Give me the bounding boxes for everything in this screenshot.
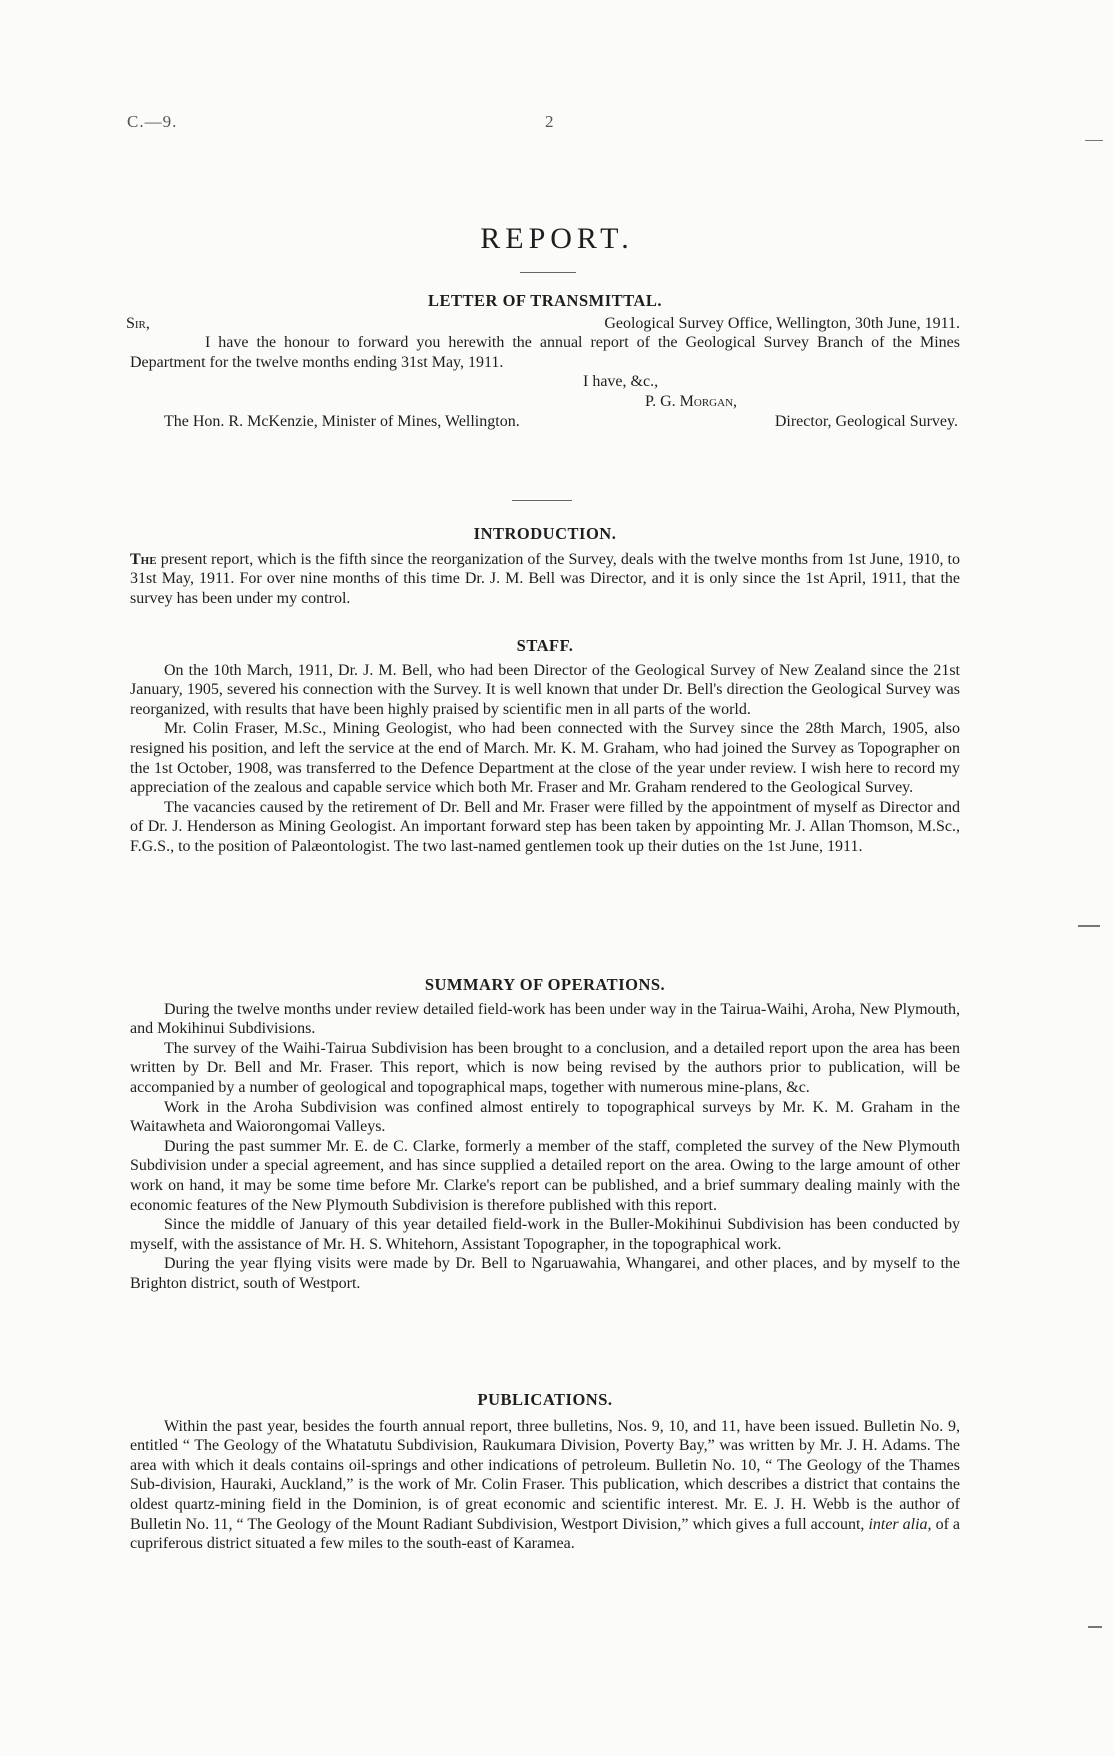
addressee-row [130, 412, 960, 432]
introduction-lead: The [130, 550, 157, 568]
signatory-title: Director, Geological Survey. [774, 412, 958, 430]
introduction-heading: INTRODUCTION. [473, 524, 617, 543]
summary-paragraph-2: The survey of the Waihi-Tairua Subdivision has been brought to a conclusion, and a detailed report upon the area has been written by Dr. Bell and Mr. Fraser. This report, which is now being revised by the authors prior to publication, will be accompanied by a number of geological and topographical maps, together with numerous mine-plans, &c. [130, 1039, 960, 1096]
report-title: REPORT. [480, 222, 634, 255]
staff-paragraph-3: The vacancies caused by the retirement of Dr. Bell and Mr. Fraser were filled by the appointment of myself as Director and of Dr. J. Henderson as Mining Geologist. An important forward step has been taken by appointing Mr. J. Allan Thomson, M.Sc., F.G.S., to the position of Palæontologist. The two last-named gentlemen took up their duties on the 1st June, 1911. [130, 798, 960, 855]
publications-text-2: of a cupriferous district situated a few miles to the south-east of Karamea. [130, 1515, 961, 1553]
margin-mark [1088, 1626, 1102, 1628]
transmittal-section [126, 291, 960, 431]
publications-section [130, 1390, 960, 1554]
summary-paragraph-1: During the twelve months under review detailed field-work has been under way in the Tairua-Waihi, Aroha, New Plymouth, and Mokihinui Subdivisions. [130, 1000, 960, 1038]
summary-paragraph-5: Since the middle of January of this year detailed field-work in the Buller-Mokihinui Subdivision has been conducted by myself, with the assistance of Mr. H. S. Whitehorn, Assistant Topographer, in the topographical work. [130, 1216, 960, 1253]
summary-paragraph-3: Work in the Aroha Subdivision was confined almost entirely to topographical surveys by Mr. K. M. Graham in the Waitawheta and Waiorongomai Valleys. [130, 1098, 960, 1136]
title-rule [520, 272, 576, 273]
staff-paragraph-1: On the 10th March, 1911, Dr. J. M. Bell, who had been Director of the Geological Survey of New Zealand since the 21st January, 1905, severed his connection with the Survey. It is well known that under Dr. Bell's direction the Geological Survey was reorganized, with results that have been highly praised by scientific men in all parts of the world. [130, 661, 960, 718]
office-line: Geological Survey Office, Wellington, 30th June, 1911. [604, 314, 960, 332]
publications-italic: inter alia, [868, 1515, 932, 1533]
section-rule [512, 500, 572, 501]
staff-paragraph-2: Mr. Colin Fraser, M.Sc., Mining Geologist, who had been connected with the Survey since the 28th March, 1905, also resigned his position, and left the service at the end of March. Mr. K. M. Graham, who had joined the Survey as Topographer on the 1st October, 1908, was transferred to the Defence Department at the close of the year under review. I wish here to record my appreciation of the zealous and capable service which both Mr. Fraser and Mr. Graham rendered to the Geological Survey. [130, 720, 960, 797]
introduction-body [130, 550, 960, 609]
summary-heading: SUMMARY OF OPERATIONS. [424, 975, 666, 994]
header-code: C.—9. [127, 112, 178, 131]
staff-section [130, 636, 960, 857]
signatory: P. G. Morgan, [645, 392, 738, 410]
transmittal-heading: LETTER OF TRANSMITTAL. [428, 291, 662, 310]
salutation-row [126, 314, 960, 334]
introduction-section [130, 524, 960, 608]
page-number: 2 [545, 112, 554, 131]
staff-heading: STAFF. [516, 636, 574, 655]
margin-mark [1085, 140, 1103, 141]
salutation: Sir, [126, 314, 150, 332]
transmittal-body: I have the honour to forward you herewith the annual report of the Geological Survey Branch of the Mines Department for the twelve months ending 31st May, 1911. [130, 334, 960, 371]
summary-paragraph-6: During the year flying visits were made by Dr. Bell to Ngaruawahia, Whangarei, and other places, and by myself to the Brighton district, south of Westport. [130, 1255, 960, 1292]
addressee: The Hon. R. McKenzie, Minister of Mines, Wellington. [164, 412, 520, 430]
publications-text-1: Within the past year, besides the fourth annual report, three bulletins, Nos. 9, 10, and 11, have been issued. Bulletin No. 9, entitled “ The Geology of the Whatatutu Subdivision, Raukumara Division, Poverty Bay,” was written by Mr. J. H. Adams. The area with which it deals contains oil-springs and other indications of petroleum. Bulletin No. 10, “ The Geology of the Thames Sub-division, Hauraki, Auckland,” is the work of Mr. Colin Fraser. This publication, which describes a district that contains the oldest quartz-mining field in the Dominion, is of great economic and scientific interest. Mr. E. J. H. Webb is the author of Bulletin No. 11, “ The Geology of the Mount Radiant Subdivision, Westport Division,” which gives a full account, [130, 1417, 960, 1533]
margin-mark [1078, 925, 1100, 927]
introduction-text: present report, which is the fifth since the reorganization of the Survey, deals with the twelve months from 1st June, 1910, to 31st May, 1911. For over nine months of this time Dr. J. M. Bell was Director, and it is only since the 1st April, 1911, that the survey has been under my control. [130, 550, 960, 607]
summary-paragraph-4: During the past summer Mr. E. de C. Clarke, formerly a member of the staff, completed the survey of the New Plymouth Subdivision under a special agreement, and has since supplied a detailed report on the area. Owing to the large amount of other work on hand, it may be some time before Mr. Clarke's report can be published, and a brief summary dealing mainly with the economic features of the New Plymouth Subdivision is therefore published with this report. [130, 1137, 960, 1214]
closing: I have, &c., [583, 373, 659, 391]
summary-section [130, 975, 960, 1294]
publications-heading: PUBLICATIONS. [477, 1390, 613, 1409]
publications-paragraph [130, 1417, 960, 1554]
